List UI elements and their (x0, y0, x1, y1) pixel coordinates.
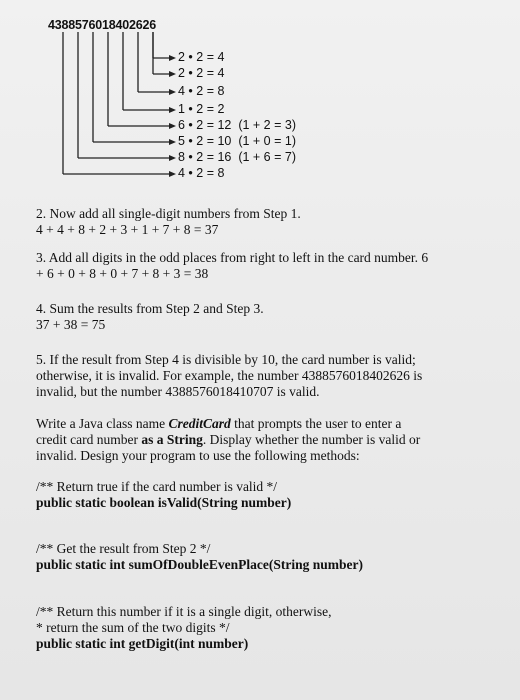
step2-calc: 4 + 4 + 8 + 2 + 3 + 1 + 7 + 8 = 37 (36, 222, 219, 237)
method2-comment: /** Get the result from Step 2 */ (36, 541, 211, 556)
step1-line: 2 • 2 = 4 (178, 66, 225, 80)
step1-line: 2 • 2 = 4 (178, 50, 225, 64)
step1-line: 1 • 2 = 2 (178, 102, 225, 116)
step1-line: 6 • 2 = 12 (1 + 2 = 3) (178, 118, 296, 132)
step2-heading: 2. Now add all single-digit numbers from Step 1. (36, 206, 301, 221)
emphasis: as a String (141, 432, 203, 447)
step5-line3: invalid, but the number 4388576018410707 is valid. (36, 384, 320, 399)
method3-block (36, 604, 486, 652)
step2-section (36, 206, 486, 238)
step3-line2: + 6 + 0 + 8 + 0 + 7 + 8 + 3 = 38 (36, 266, 209, 281)
step1-line: 4 • 2 = 8 (178, 166, 225, 180)
step4-calc: 37 + 38 = 75 (36, 317, 106, 332)
step5-line2: otherwise, it is invalid. For example, the number 4388576018402626 is (36, 368, 423, 383)
task-text: that prompts the user to enter a (230, 416, 402, 431)
method1-comment: /** Return true if the card number is valid */ (36, 479, 278, 494)
method1-block (36, 479, 486, 511)
method1-signature: public static boolean isValid(String number) (36, 495, 292, 510)
card-number-header: 4388576018402626 (48, 18, 157, 32)
task-text: credit card number (36, 432, 142, 447)
method2-signature: public static int sumOfDoubleEvenPlace(String number) (36, 557, 364, 572)
step5-section (36, 352, 486, 400)
task-line3: invalid. Design your program to use the following methods: (36, 448, 360, 463)
step3-line1: 3. Add all digits in the odd places from right to left in the card number. 6 (36, 250, 429, 265)
step3-section (36, 250, 486, 282)
task-line1 (36, 416, 486, 432)
step4-heading: 4. Sum the results from Step 2 and Step 3. (36, 301, 264, 316)
step5-line1: 5. If the result from Step 4 is divisible by 10, the card number is valid; (36, 352, 416, 367)
method2-block (36, 541, 486, 573)
method3-signature: public static int getDigit(int number) (36, 636, 249, 651)
class-name: CreditCard (168, 416, 231, 431)
method3-comment2: * return the sum of the two digits */ (36, 620, 230, 635)
method3-comment1: /** Return this number if it is a single digit, otherwise, (36, 604, 332, 619)
task-description (36, 416, 486, 464)
task-text: . Display whether the number is valid or (202, 432, 421, 447)
step1-line: 5 • 2 = 10 (1 + 0 = 1) (178, 134, 296, 148)
task-text: Write a Java class name (36, 416, 169, 431)
step1-line: 4 • 2 = 8 (178, 84, 225, 98)
step4-section (36, 301, 486, 333)
step1-line: 8 • 2 = 16 (1 + 6 = 7) (178, 150, 296, 164)
task-line2 (36, 432, 486, 448)
